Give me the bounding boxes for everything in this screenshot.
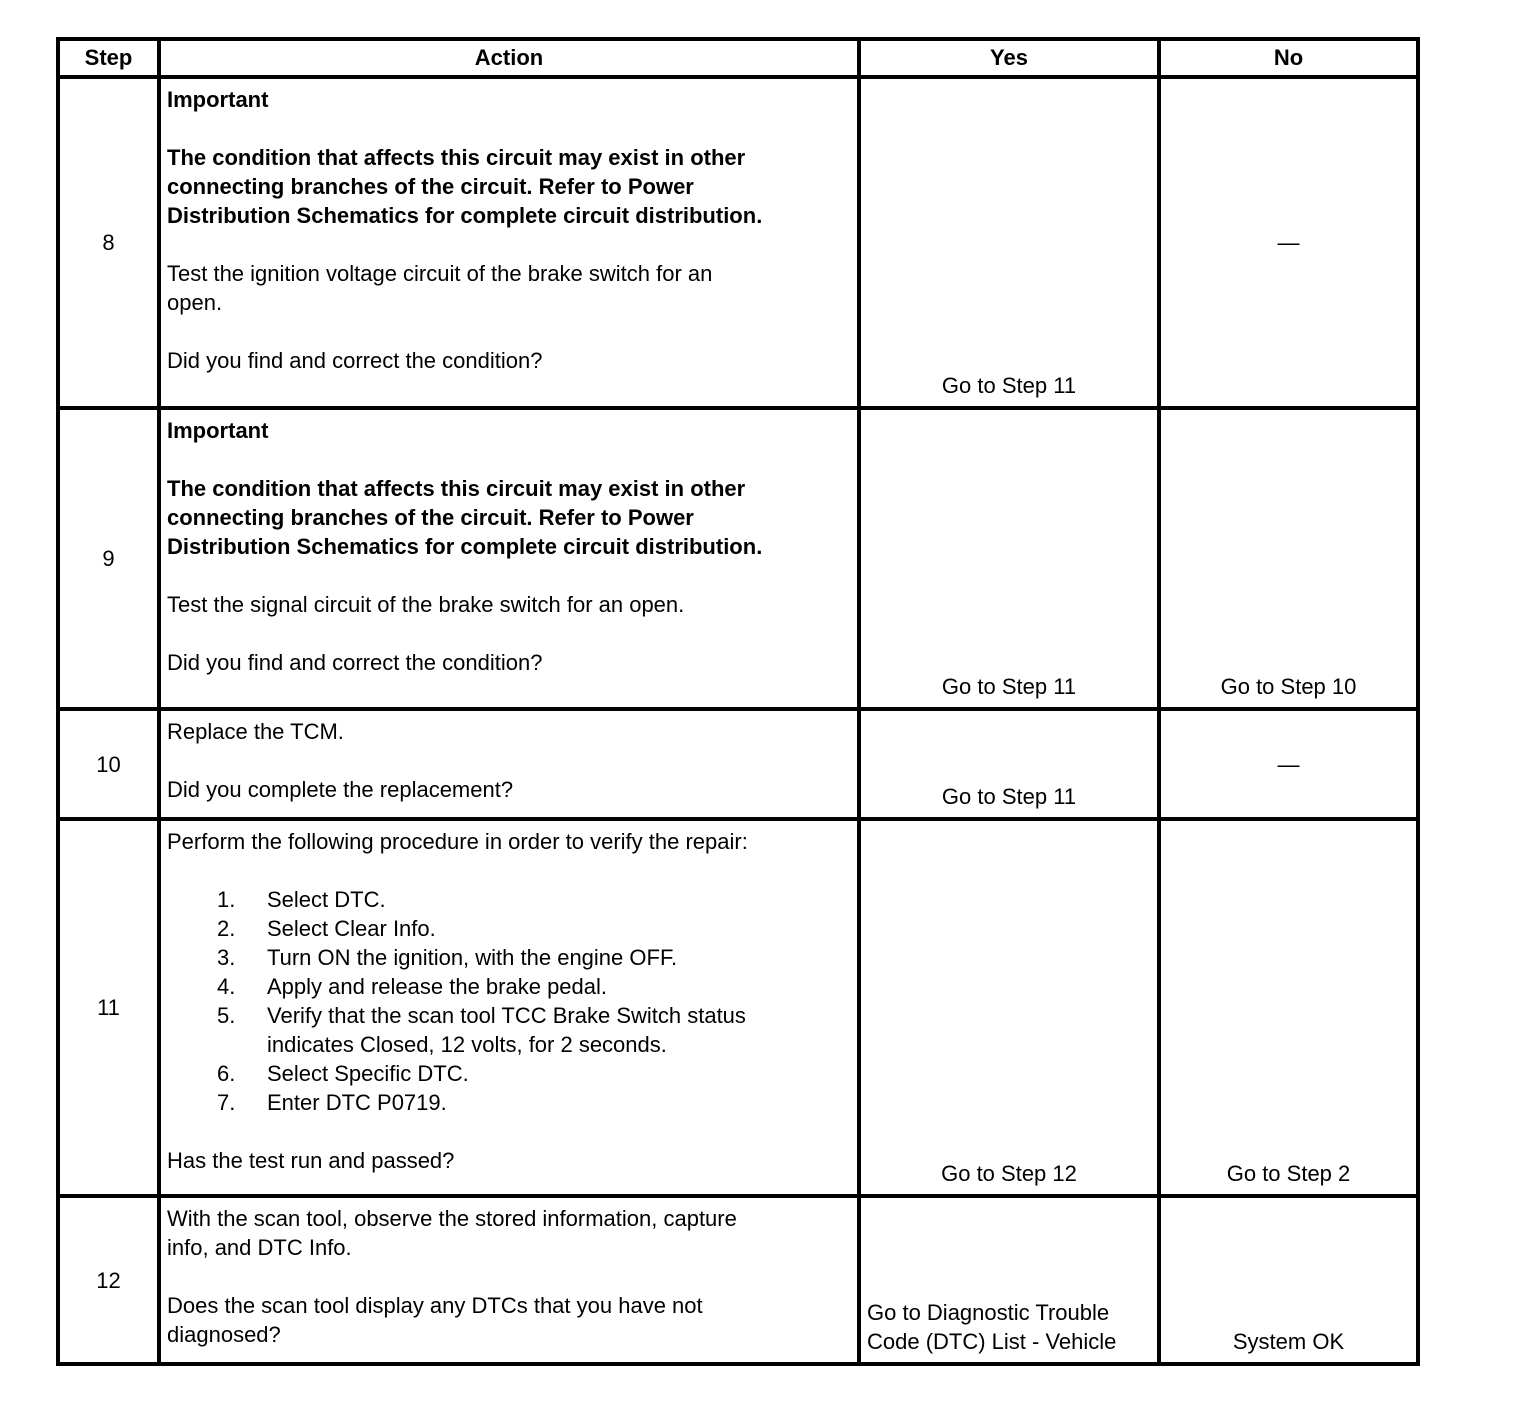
- no-cell: Go to Step 10: [1159, 408, 1418, 709]
- header-no: No: [1159, 39, 1418, 77]
- action-cell: [159, 709, 859, 819]
- action-text: Perform the following procedure in order to verify the repair:: [167, 829, 748, 854]
- list-item: 3. Turn ON the ignition, with the engine OFF.: [217, 945, 678, 970]
- question-text: Did you find and correct the condition?: [167, 348, 543, 373]
- action-text: Test the ignition voltage circuit of the brake switch for an: [167, 261, 713, 286]
- action-text: Test the signal circuit of the brake switch for an open.: [167, 592, 685, 617]
- step-number: 8: [58, 77, 159, 408]
- yes-cell: Go to Step 11: [859, 709, 1159, 819]
- list-item: 6. Select Specific DTC.: [217, 1061, 469, 1086]
- question-text: Did you find and correct the condition?: [167, 650, 543, 675]
- header-row: [58, 39, 1418, 77]
- yes-cell: [859, 1196, 1159, 1364]
- table-row: [58, 819, 1418, 1196]
- table-row: [58, 408, 1418, 709]
- diagnostic-table: [56, 37, 1420, 1366]
- action-cell: [159, 408, 859, 709]
- warning-line: Distribution Schematics for complete circuit distribution.: [167, 203, 763, 228]
- warning-line: The condition that affects this circuit may exist in other: [167, 476, 746, 501]
- question-text: Has the test run and passed?: [167, 1148, 455, 1173]
- no-cell: System OK: [1159, 1196, 1418, 1364]
- action-text: With the scan tool, observe the stored information, capture: [167, 1206, 737, 1231]
- yes-cell: Go to Step 11: [859, 77, 1159, 408]
- list-item: 1. Select DTC.: [217, 887, 386, 912]
- list-item: 4. Apply and release the brake pedal.: [217, 974, 608, 999]
- warning-line: connecting branches of the circuit. Refer to Power: [167, 505, 694, 530]
- yes-link-text: Go to Diagnostic Trouble: [867, 1300, 1110, 1325]
- header-yes: Yes: [859, 39, 1159, 77]
- list-item: 7. Enter DTC P0719.: [217, 1090, 447, 1115]
- action-cell: [159, 77, 859, 408]
- step-number: 12: [58, 1196, 159, 1364]
- warning-line: The condition that affects this circuit may exist in other: [167, 145, 746, 170]
- step-number: 9: [58, 408, 159, 709]
- list-item: 5. Verify that the scan tool TCC Brake Switch status indicates Closed, 12 volts, for 2 seconds.: [217, 1003, 746, 1057]
- action-text: Replace the TCM.: [167, 719, 344, 744]
- table-row: [58, 77, 1418, 408]
- procedure-list: [167, 885, 845, 1117]
- table-row: [58, 709, 1418, 819]
- action-text: info, and DTC Info.: [167, 1235, 352, 1260]
- warning-line: connecting branches of the circuit. Refer to Power: [167, 174, 694, 199]
- header-step: Step: [58, 39, 159, 77]
- yes-cell: Go to Step 11: [859, 408, 1159, 709]
- important-label: Important: [167, 87, 269, 112]
- no-cell: —: [1159, 77, 1418, 408]
- step-number: 10: [58, 709, 159, 819]
- step-number: 11: [58, 819, 159, 1196]
- yes-link-text: Code (DTC) List - Vehicle: [867, 1329, 1117, 1354]
- list-item: 2. Select Clear Info.: [217, 916, 436, 941]
- question-text: Did you complete the replacement?: [167, 777, 514, 802]
- yes-cell: Go to Step 12: [859, 819, 1159, 1196]
- header-action: Action: [159, 39, 859, 77]
- warning-line: Distribution Schematics for complete circuit distribution.: [167, 534, 763, 559]
- action-cell: [159, 819, 859, 1196]
- important-label: Important: [167, 418, 269, 443]
- question-text: Does the scan tool display any DTCs that you have not: [167, 1293, 703, 1318]
- action-text: open.: [167, 290, 223, 315]
- no-cell: Go to Step 2: [1159, 819, 1418, 1196]
- table-row: [58, 1196, 1418, 1364]
- action-cell: [159, 1196, 859, 1364]
- no-cell: —: [1159, 709, 1418, 819]
- question-text: diagnosed?: [167, 1322, 281, 1347]
